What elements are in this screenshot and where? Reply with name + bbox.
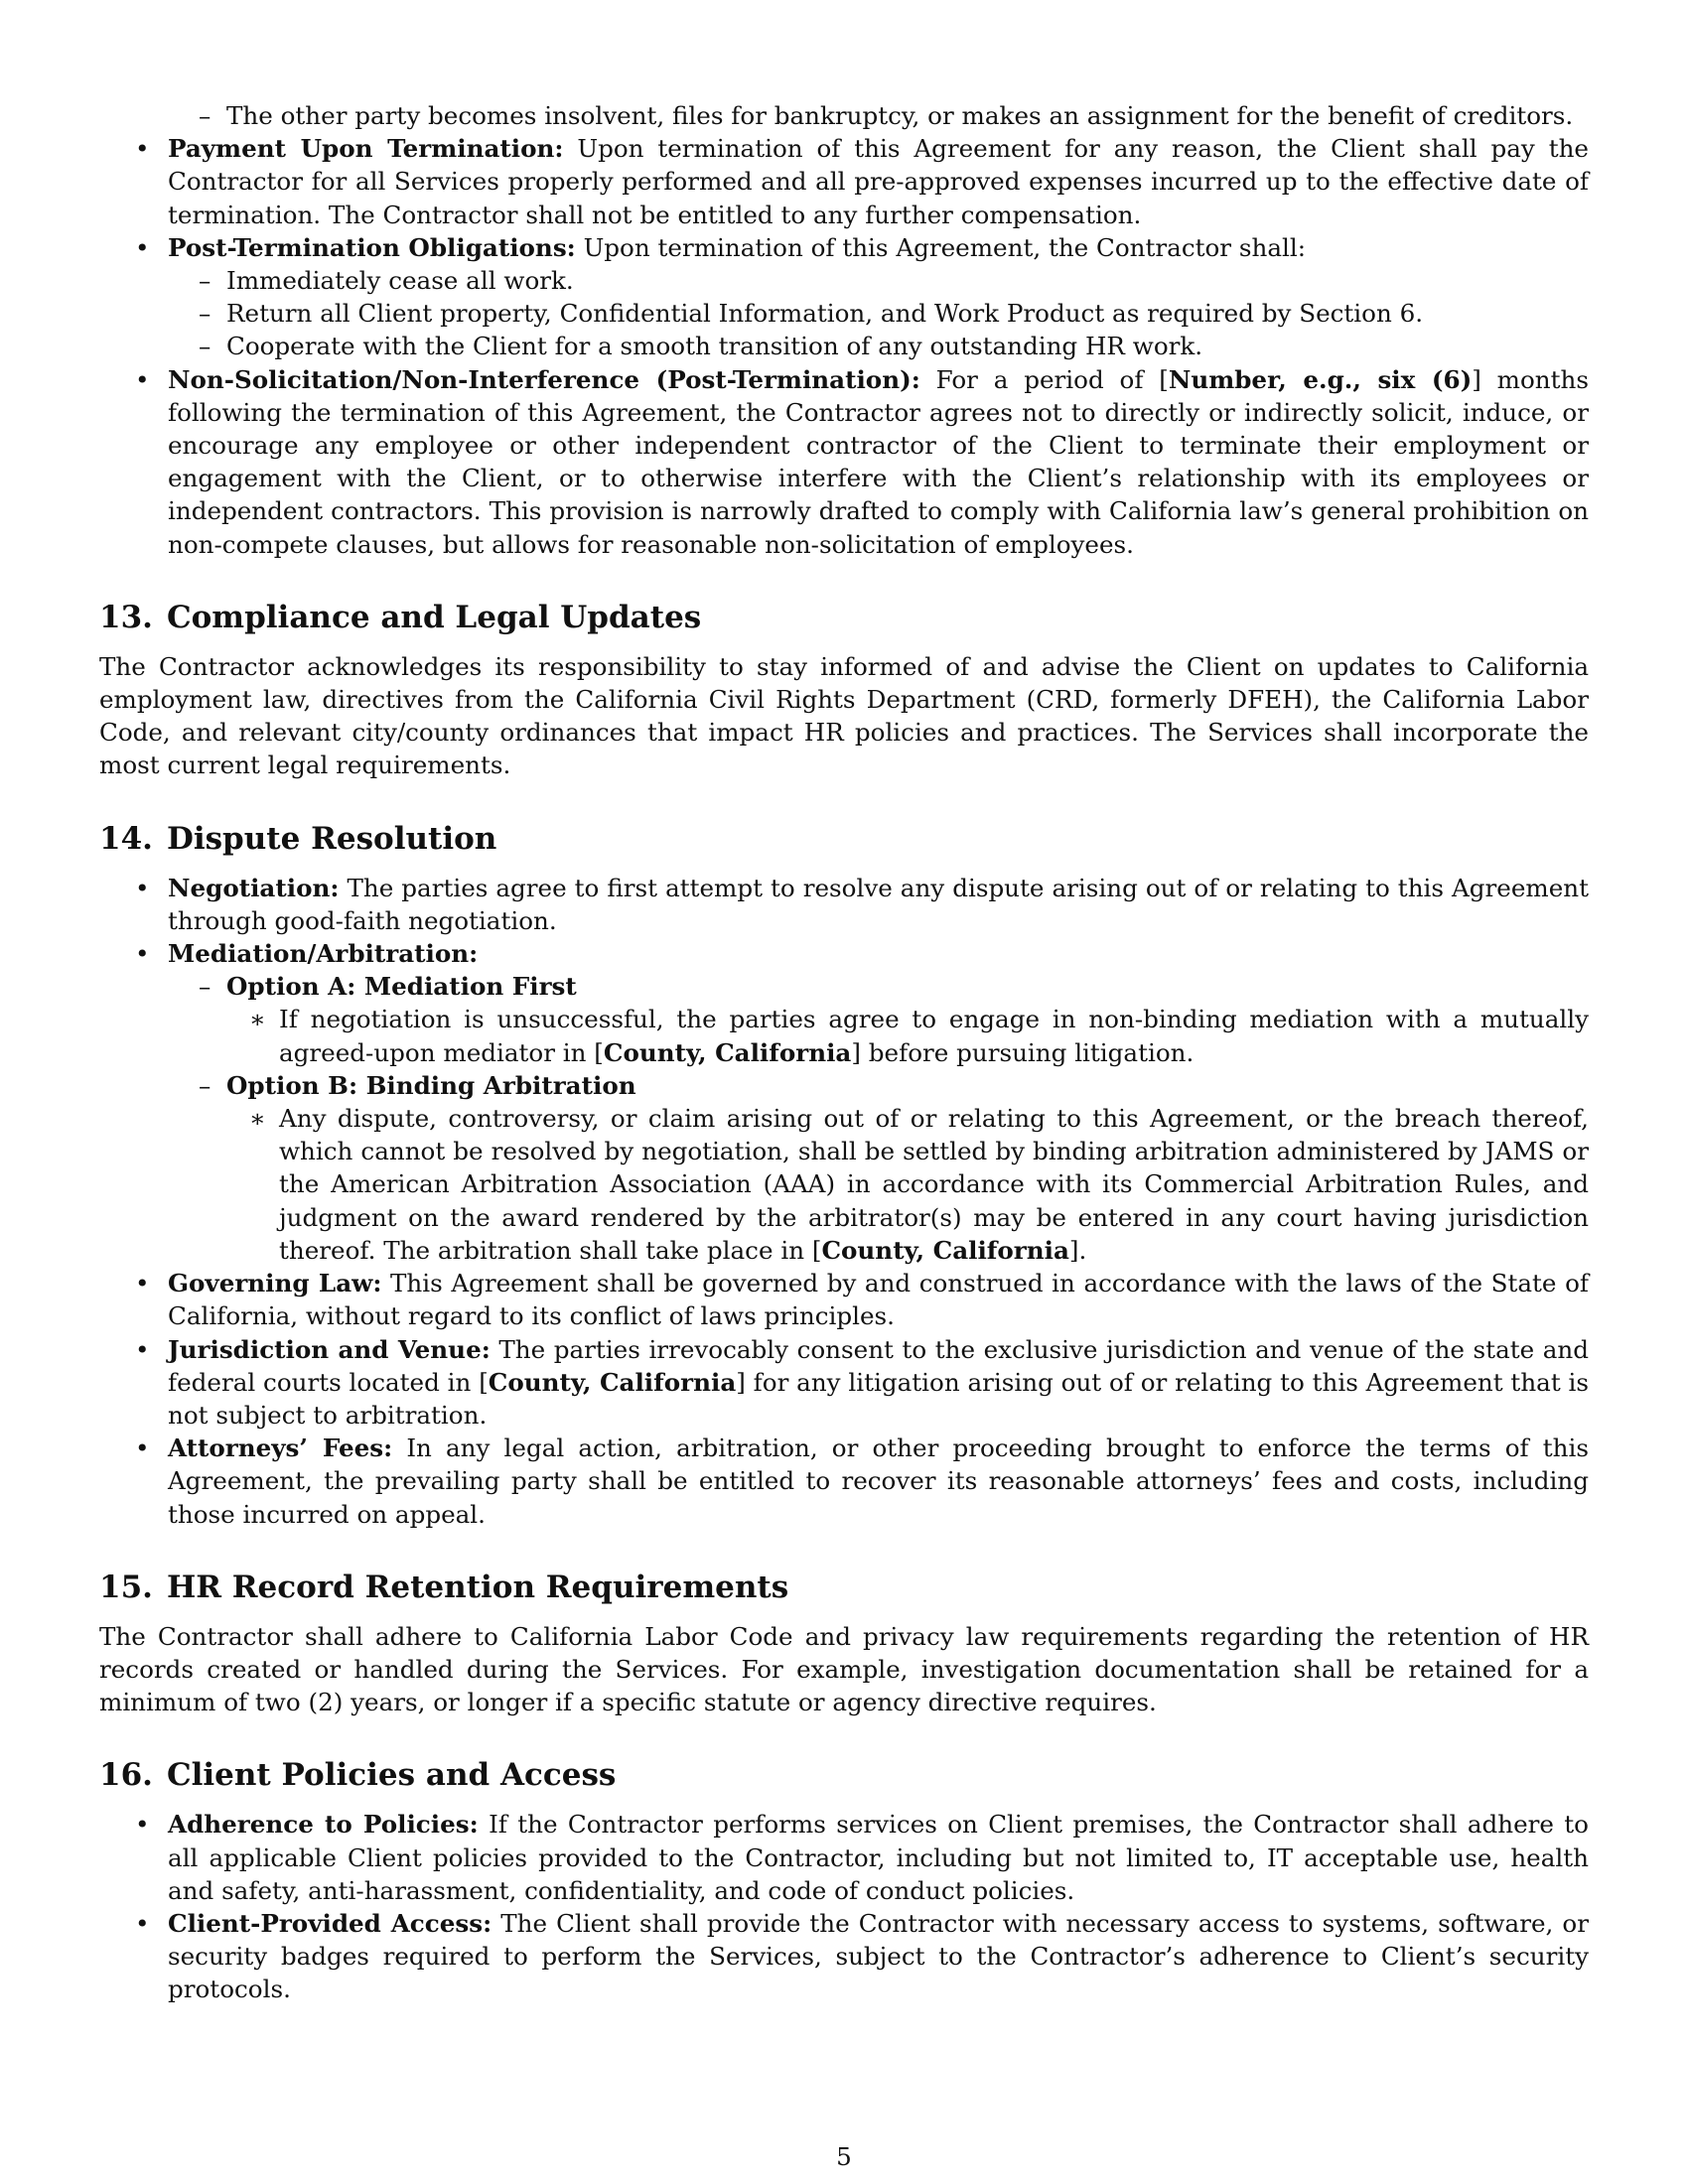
placeholder-field: Number, e.g., six (6): [1168, 364, 1473, 394]
list-item: [99, 937, 1589, 970]
dash-marker: –: [199, 332, 211, 361]
placeholder-field: County, California: [603, 1037, 852, 1067]
list-item: • Client-Provided Access: The Client shall provide the Contractor with necessary access to systems, software, or security badges required to perform the Services, subject to the Contractor’s adherence to Client’s security protocols.: [99, 1907, 1589, 2006]
list-item: • Negotiation: The parties agree to first attempt to resolve any dispute arising out of or relating to this Agreement through good-faith negotiation.: [99, 872, 1589, 937]
star-marker: ∗: [249, 1005, 266, 1034]
item-label: Negotiation:: [168, 873, 340, 902]
page-number: 5: [836, 2142, 852, 2171]
dash-marker: –: [199, 972, 211, 1002]
option-label: Option A: Mediation First: [226, 972, 577, 1002]
item-label: Jurisdiction and Venue:: [168, 1334, 491, 1364]
section-paragraph: The Contractor shall adhere to California Labor Code and privacy law requirements regarding the retention of HR records created or handled during the Services. For example, investigation documentation shall be retained for a minimum of two (2) years, or longer if a specific statute or agency directive requires.: [99, 1621, 1589, 1717]
dash-marker: –: [199, 299, 211, 329]
placeholder-field: County, California: [821, 1235, 1069, 1265]
section-paragraph: The Contractor acknowledges its responsibility to stay informed of and advise the Client on updates to California employment law, directives from the California Civil Rights Department (CRD, formerly DFEH), the California Labor Code, and relevant city/county ordinances that impact HR policies and practices. The Services shall incorporate the most current legal requirements.: [99, 651, 1589, 780]
item-label: Non-Solicitation/Non-Interference (Post-Termination):: [168, 364, 920, 394]
item-label: Client-Provided Access:: [168, 1908, 492, 1938]
placeholder-field: County, California: [488, 1367, 737, 1397]
option-label: Option B: Binding Arbitration: [226, 1070, 636, 1100]
item-label: Adherence to Policies:: [168, 1810, 479, 1840]
list-item: [99, 970, 1589, 1003]
list-item: • Jurisdiction and Venue: The parties irrevocably consent to the exclusive jurisdiction and venue of the state and federal courts located in [County, California] for any litigation arising out of or relating to this Agreement that is not subject to arbitration.: [99, 1333, 1589, 1433]
list-item: • Governing Law: This Agreement shall be governed by and construed in accordance with the laws of the State of California, without regard to its conflict of laws principles.: [99, 1267, 1589, 1332]
section-heading: 15. HR Record Retention Requirements: [99, 1569, 789, 1605]
list-item: – The other party becomes insolvent, files for bankruptcy, or makes an assignment for the benefit of creditors.: [99, 99, 1589, 132]
list-item: ∗ If negotiation is unsuccessful, the parties agree to engage in non-binding mediation with a mutually agreed-upon mediator in [County, California] before pursuing litigation.: [249, 1005, 1589, 1067]
section-heading: 14. Dispute Resolution: [99, 820, 497, 857]
list-item: • Post-Termination Obligations: Upon termination of this Agreement, the Contractor shall:: [99, 231, 1589, 264]
star-marker: ∗: [249, 1104, 266, 1134]
list-item: • Payment Upon Termination: Upon termination of this Agreement for any reason, the Client shall pay the Contractor for all Services properly performed and all pre-approved expenses incurred up to the effective date of termination. The Contractor shall not be entitled to any further compensation.: [99, 132, 1589, 231]
item-label: Attorneys’ Fees:: [168, 1433, 393, 1463]
dash-marker: –: [199, 1070, 211, 1100]
section-heading: 16. Client Policies and Access: [99, 1757, 617, 1794]
list-item: [99, 1069, 1589, 1102]
list-item: • Attorneys’ Fees: In any legal action, arbitration, or other proceeding brought to enforce the terms of this Agreement, the prevailing party shall be entitled to recover its reasonable attorneys’ fees and costs, including those incurred on appeal.: [99, 1432, 1589, 1531]
list-item: • Adherence to Policies: If the Contractor performs services on Client premises, the Contractor shall adhere to all applicable Client policies provided to the Contractor, including but not limited to, IT acceptable use, health and safety, anti-harassment, confidentiality, and code of conduct policies.: [99, 1808, 1589, 1907]
dash-marker: –: [199, 266, 211, 296]
dash-marker: –: [199, 101, 211, 130]
item-label: Payment Upon Termination:: [168, 134, 564, 164]
item-label: Mediation/Arbitration:: [168, 939, 479, 969]
list-item: – Cooperate with the Client for a smooth transition of any outstanding HR work.: [99, 330, 1589, 362]
document-page: [99, 99, 1589, 2006]
section-heading: 13. Compliance and Legal Updates: [99, 599, 702, 635]
item-label: Post-Termination Obligations:: [168, 232, 576, 262]
list-item: – Immediately cease all work.: [99, 264, 1589, 297]
list-item: ∗ Any dispute, controversy, or claim arising out of or relating to this Agreement, or the breach thereof, which cannot be resolved by negotiation, shall be settled by binding arbitration administered by JAMS or the American Arbitration Association (AAA) in accordance with its Commercial Arbitration Rules, and judgment on the award rendered by the arbitrator(s) may be entered in any court having jurisdiction thereof. The arbitration shall take place in [County, California].: [249, 1104, 1589, 1265]
item-label: Governing Law:: [168, 1269, 382, 1298]
list-item: – Return all Client property, Confidential Information, and Work Product as required by Section 6.: [99, 297, 1589, 330]
list-item: • Non-Solicitation/Non-Interference (Post-Termination): For a period of [Number, e.g., six (6)] months following the termination of this Agreement, the Contractor agrees not to directly or indirectly solicit, induce, or encourage any employee or other independent contractor of the Client to terminate their employment or engagement with the Client, or to otherwise interfere with the Client’s relationship with its employees or independent contractors. This provision is narrowly drafted to comply with California law’s general prohibition on non-compete clauses, but allows for reasonable non-solicitation of employees.: [99, 363, 1589, 561]
